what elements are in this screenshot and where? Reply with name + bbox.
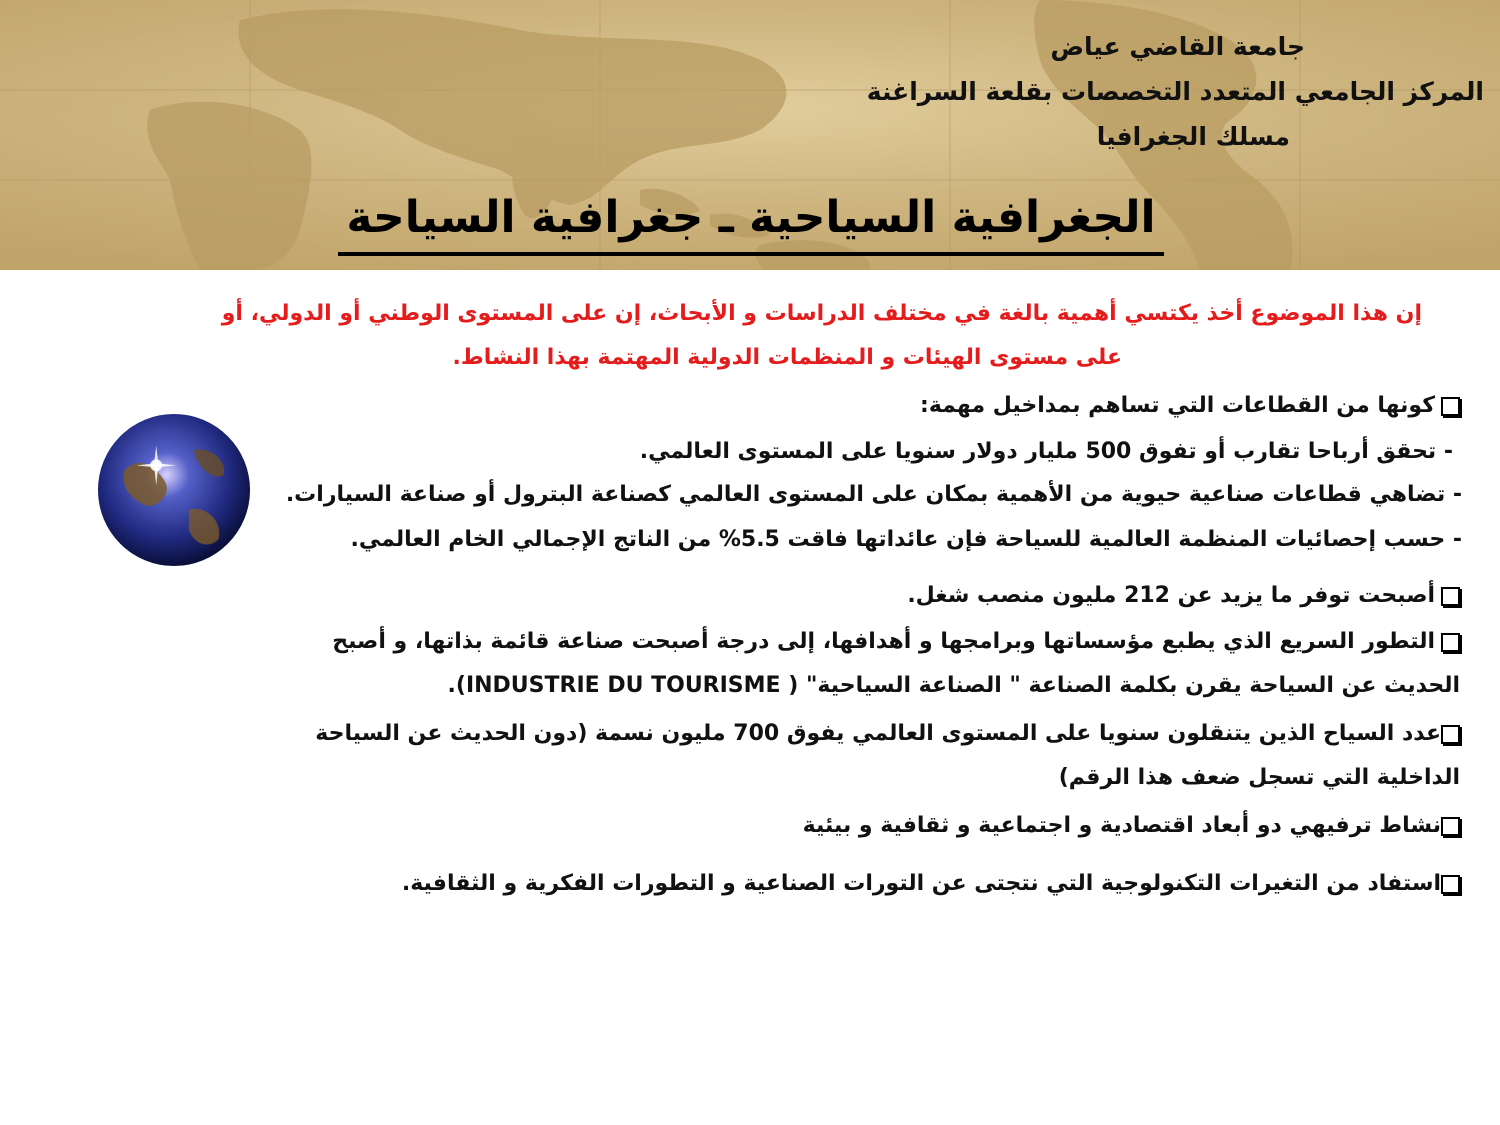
checkbox-bullet-icon [1441,817,1460,836]
department-name: مسلك الجغرافيا [1096,122,1290,151]
bullet-3-line-1 [332,622,1460,662]
bullet-5 [803,806,1460,846]
header-banner [0,0,1500,270]
bullet-1-sub-2: - تضاهي قطاعات صناعية حيوية من الأهمية بمكان على المستوى العالمي كصناعة البترول أو صناعة السيارات. [285,482,1462,507]
bullet-4-line-2: الداخلية التي تسجل ضعف هذا الرقم) [1058,765,1460,790]
university-name: جامعة القاضي عياض [1050,32,1305,61]
intro-line-2: على مستوى الهيئات و المنظمات الدولية المهتمة بهذا النشاط. [452,345,1122,370]
page-title: الجغرافية السياحية ـ جغرافية السياحة [338,188,1164,256]
bullet-1-heading [920,386,1460,426]
bullet-6 [402,864,1460,904]
bullet-5-text: نشاط ترفيهي دو أبعاد اقتصادية و اجتماعية و ثقافية و بيئية [802,813,1441,838]
bullet-3-text: التطور السريع الذي يطبع مؤسساتها وبرامجها و أهدافها، إلى درجة أصبحت صناعة قائمة بذاتها، و أصبح [332,629,1435,654]
bullet-3-line-2: الحديث عن السياحة يقرن بكلمة الصناعة " الصناعة السياحية" ( INDUSTRIE DU TOURISME). [447,673,1460,698]
bullet-2 [907,576,1460,616]
bullet-4-line-1 [315,714,1460,754]
globe-icon [95,410,253,570]
bullet-1-text: كونها من القطاعات التي تساهم بمداخيل مهمة: [920,393,1435,418]
checkbox-bullet-icon [1441,875,1460,894]
bullet-1-sub-1: - تحقق أرباحا تقارب أو تفوق 500 مليار دولار سنويا على المستوى العالمي. [639,439,1453,464]
bullet-2-text: أصبحت توفر ما يزيد عن 212 مليون منصب شغل. [907,583,1435,608]
checkbox-bullet-icon [1441,587,1460,606]
intro-line-1: إن هذا الموضوع أخذ يكتسي أهمية بالغة في مختلف الدراسات و الأبحاث، إن على المستوى الوطني أو الدولي، أو [221,301,1422,326]
bullet-4-text: عدد السياح الذين يتنقلون سنويا على المستوى العالمي يفوق 700 مليون نسمة (دون الحديث عن السياحة [315,721,1441,746]
checkbox-bullet-icon [1441,397,1460,416]
checkbox-bullet-icon [1441,633,1460,652]
bullet-6-text: استفاد من التغيرات التكنولوجية التي نتجتى عن التورات الصناعية و التطورات الفكرية و الثقافية. [401,871,1441,896]
intro-paragraph [77,292,1422,380]
center-name: المركز الجامعي المتعدد التخصصات بقلعة السراغنة [866,77,1484,106]
checkbox-bullet-icon [1441,725,1460,744]
bullet-1-sub-3: - حسب إحصائيات المنظمة العالمية للسياحة فإن عائداتها فاقت 5.5% من الناتج الإجمالي الخام العالمي. [350,527,1462,552]
